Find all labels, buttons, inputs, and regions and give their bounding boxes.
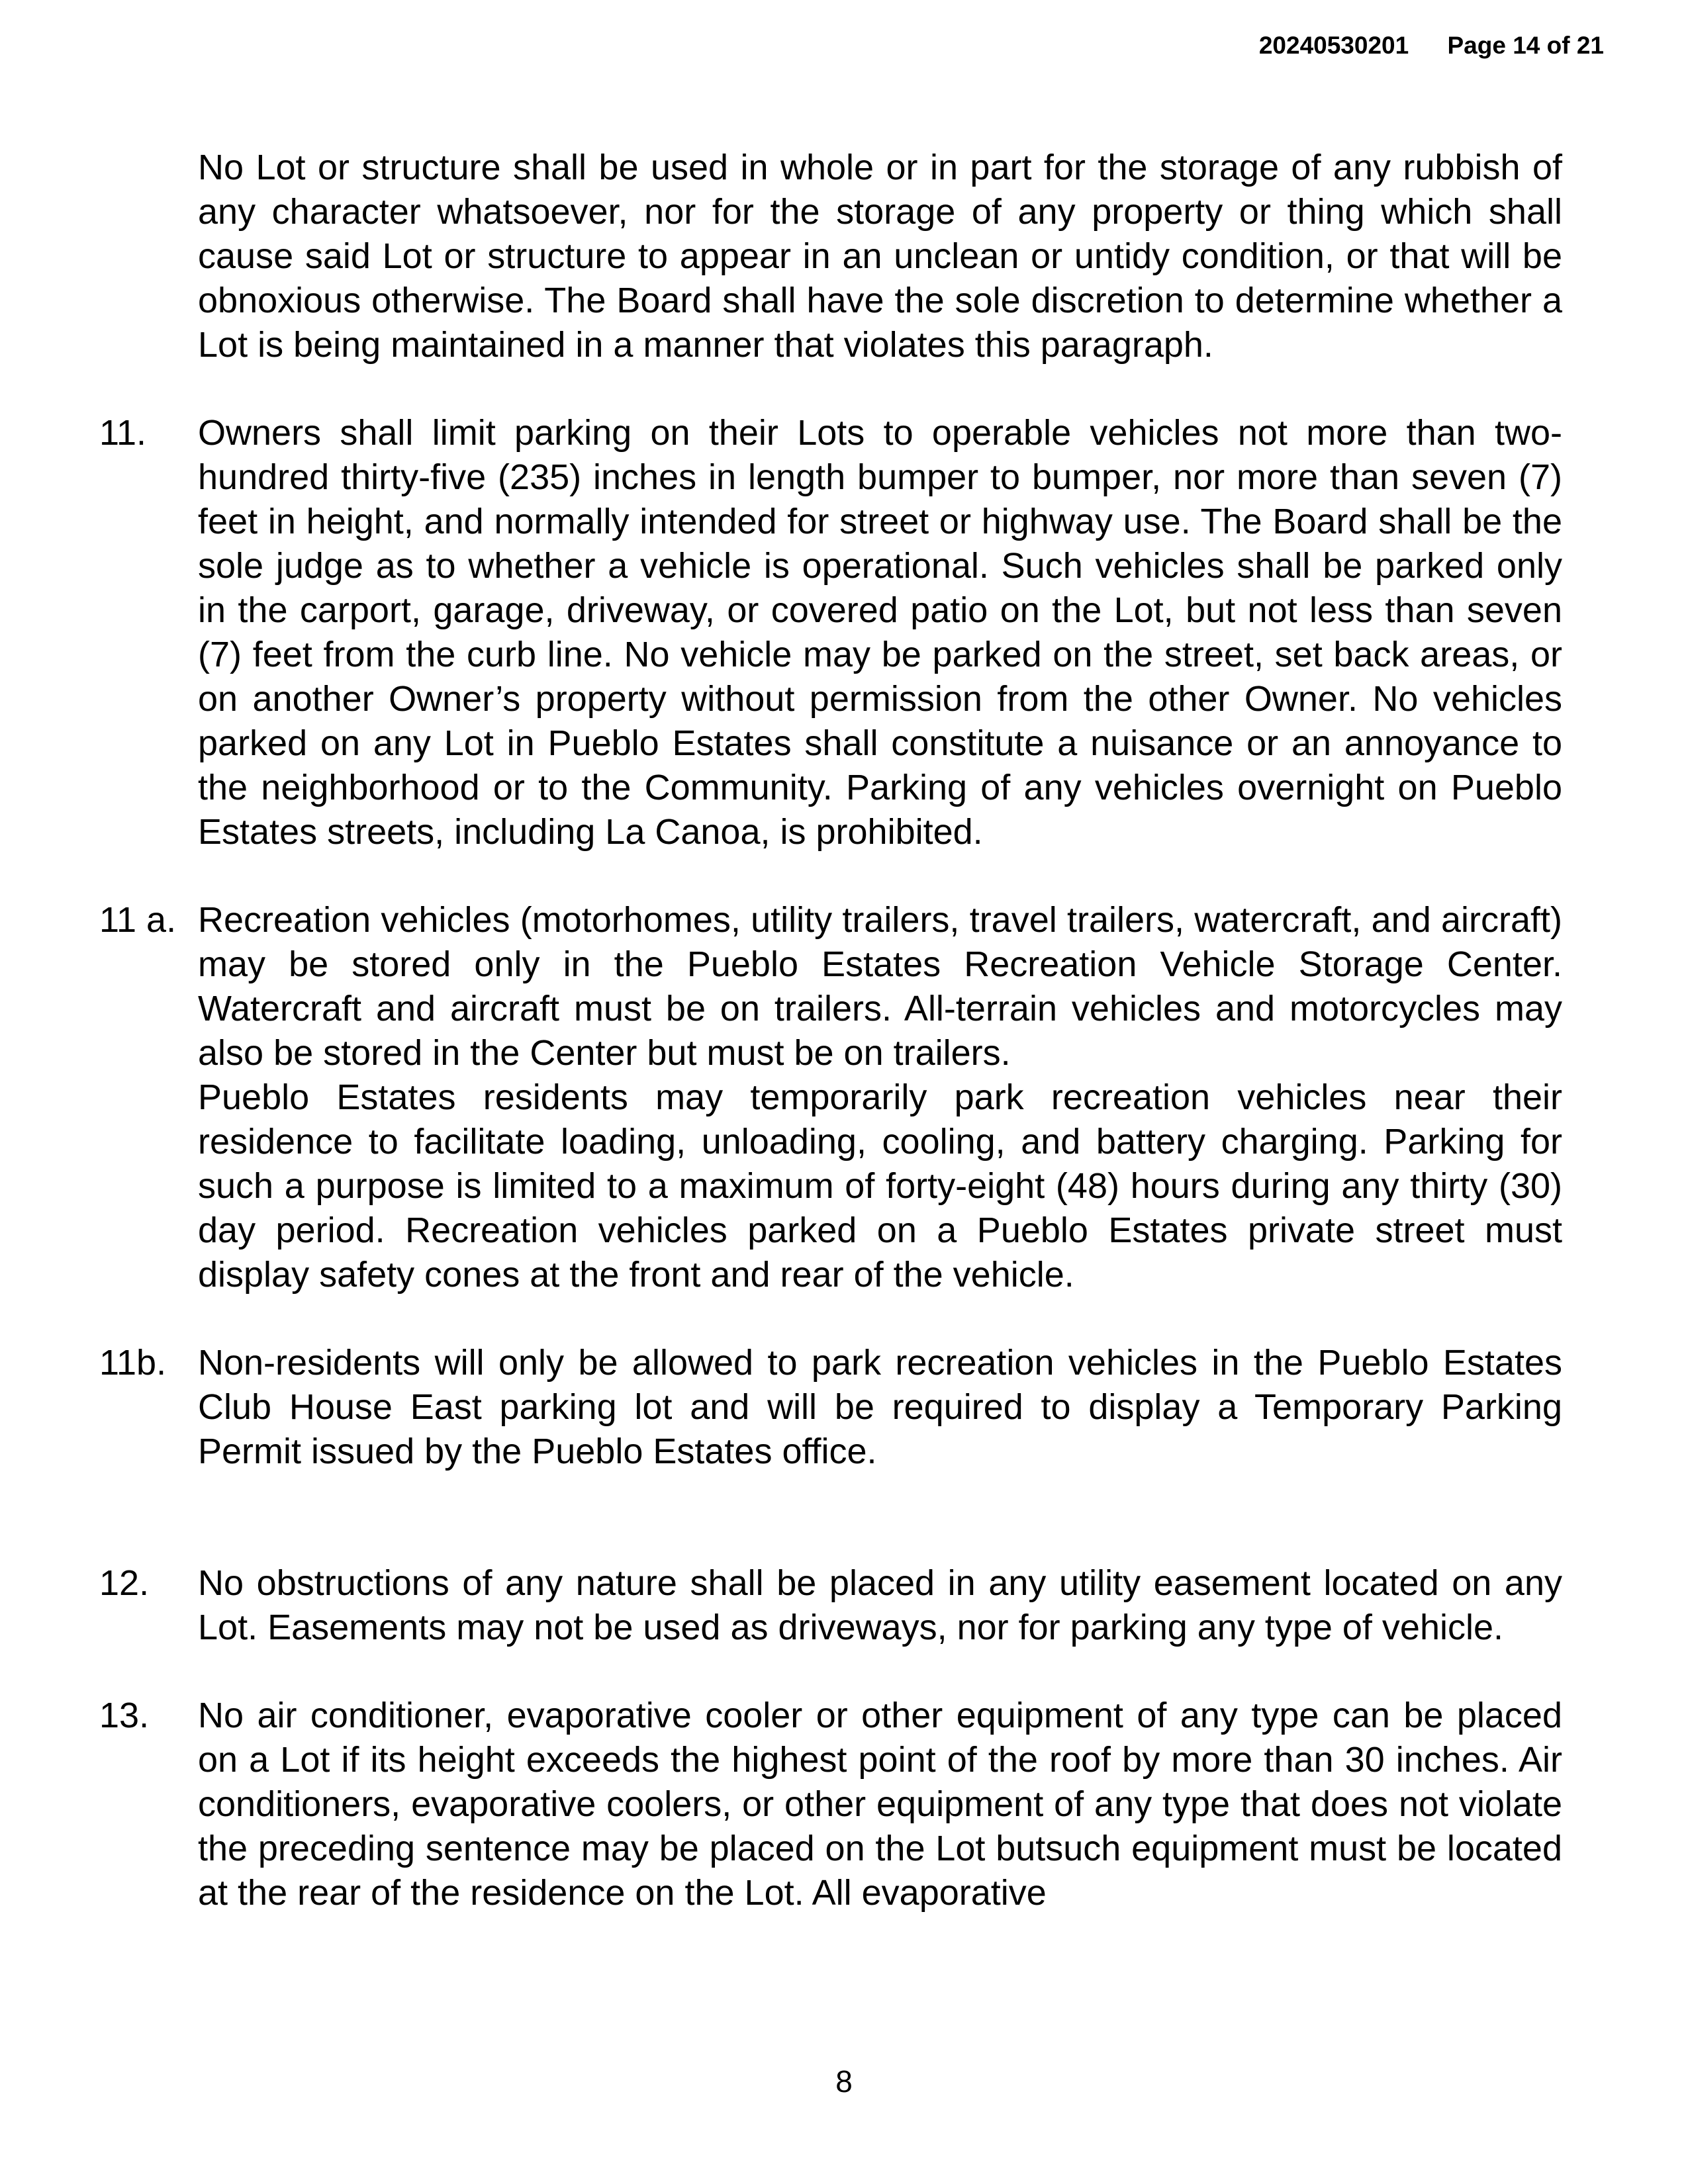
paragraph-text: No Lot or structure shall be used in whole or in part for the storage of any rubbish of any character whatsoever, nor for the storage of any property or thing which shall cause said Lot or structure to appear in an unclean or untidy condition, or that will be obnoxious otherwise. The Board shall have the sole discretion to determine whether a Lot is being maintained in a manner that violates this paragraph.: [198, 148, 1562, 365]
document-number: 20240530201: [1258, 32, 1409, 59]
paragraph-11b: [99, 1341, 1562, 1474]
paragraph-number: 11 a.: [99, 900, 177, 940]
paragraph-13: [99, 1694, 1562, 1915]
paragraph-number: 11b.: [99, 1343, 167, 1383]
paragraph-text: Recreation vehicles (motorhomes, utility trailers, travel trailers, watercraft, and aircraft) may be stored only in the Pueblo Estates Recreation Vehicle Storage Center. Watercraft and aircraft must be on trailers. All-terrain vehicles and motorcycles may also be stored in the Center but must be on trailers.: [198, 900, 1562, 1073]
page-label: Page 14 of 21: [1447, 32, 1604, 59]
page-header: [1259, 32, 1604, 60]
paragraph-text-continued: Pueblo Estates residents may temporarily park recreation vehicles near their residence to facilitate loading, unloading, cooling, and battery charging. Parking for such a purpose is limited to a maximum of forty-eight (48) hours during any thirty (30) day period. Recreation vehicles parked on a Pueblo Estates private street must display safety cones at the front and rear of the vehicle.: [198, 1077, 1562, 1295]
page-number: 8: [835, 2064, 853, 2099]
paragraph-text: Non-residents will only be allowed to park recreation vehicles in the Pueblo Estates Club House East parking lot and will be required to display a Temporary Parking Permit issued by the Pueblo Estates office.: [198, 1343, 1562, 1471]
paragraph-12: [99, 1561, 1562, 1650]
paragraph-text: No air conditioner, evaporative cooler or other equipment of any type can be placed on a Lot if its height exceeds the highest point of the roof by more than 30 inches. Air conditioners, evaporative coolers, or other equipment of any type that does not violate the preceding sentence may be placed on the Lot butsuch equipment must be located at the rear of the residence on the Lot. All evaporative: [198, 1696, 1562, 1913]
paragraph-11: [99, 411, 1562, 854]
paragraph-text: No obstructions of any nature shall be placed in any utility easement located on any Lot. Easements may not be used as driveways, nor for parking any type of vehicle.: [198, 1563, 1562, 1647]
paragraph-11a: [99, 898, 1562, 1297]
paragraph-text: Owners shall limit parking on their Lots to operable vehicles not more than two-hundred thirty-five (235) inches in length bumper to bumper, nor more than seven (7) feet in height, and normally intended for street or highway use. The Board shall be the sole judge as to whether a vehicle is operational. Such vehicles shall be parked only in the carport, garage, driveway, or covered patio on the Lot, but not less than seven (7) feet from the curb line. No vehicle may be parked on the street, set back areas, or on another Owner’s property without permission from the other Owner. No vehicles parked on any Lot in Pueblo Estates shall constitute a nuisance or an annoyance to the neighborhood or to the Community. Parking of any vehicles overnight on Pueblo Estates streets, including La Canoa, is prohibited.: [198, 413, 1562, 852]
document-body: [99, 146, 1562, 1915]
paragraph-number: 13.: [99, 1696, 150, 1735]
paragraph-continuation: [99, 146, 1562, 367]
paragraph-number: 12.: [99, 1563, 150, 1603]
page-footer: [0, 2064, 1688, 2099]
paragraph-number: 11.: [99, 413, 147, 453]
